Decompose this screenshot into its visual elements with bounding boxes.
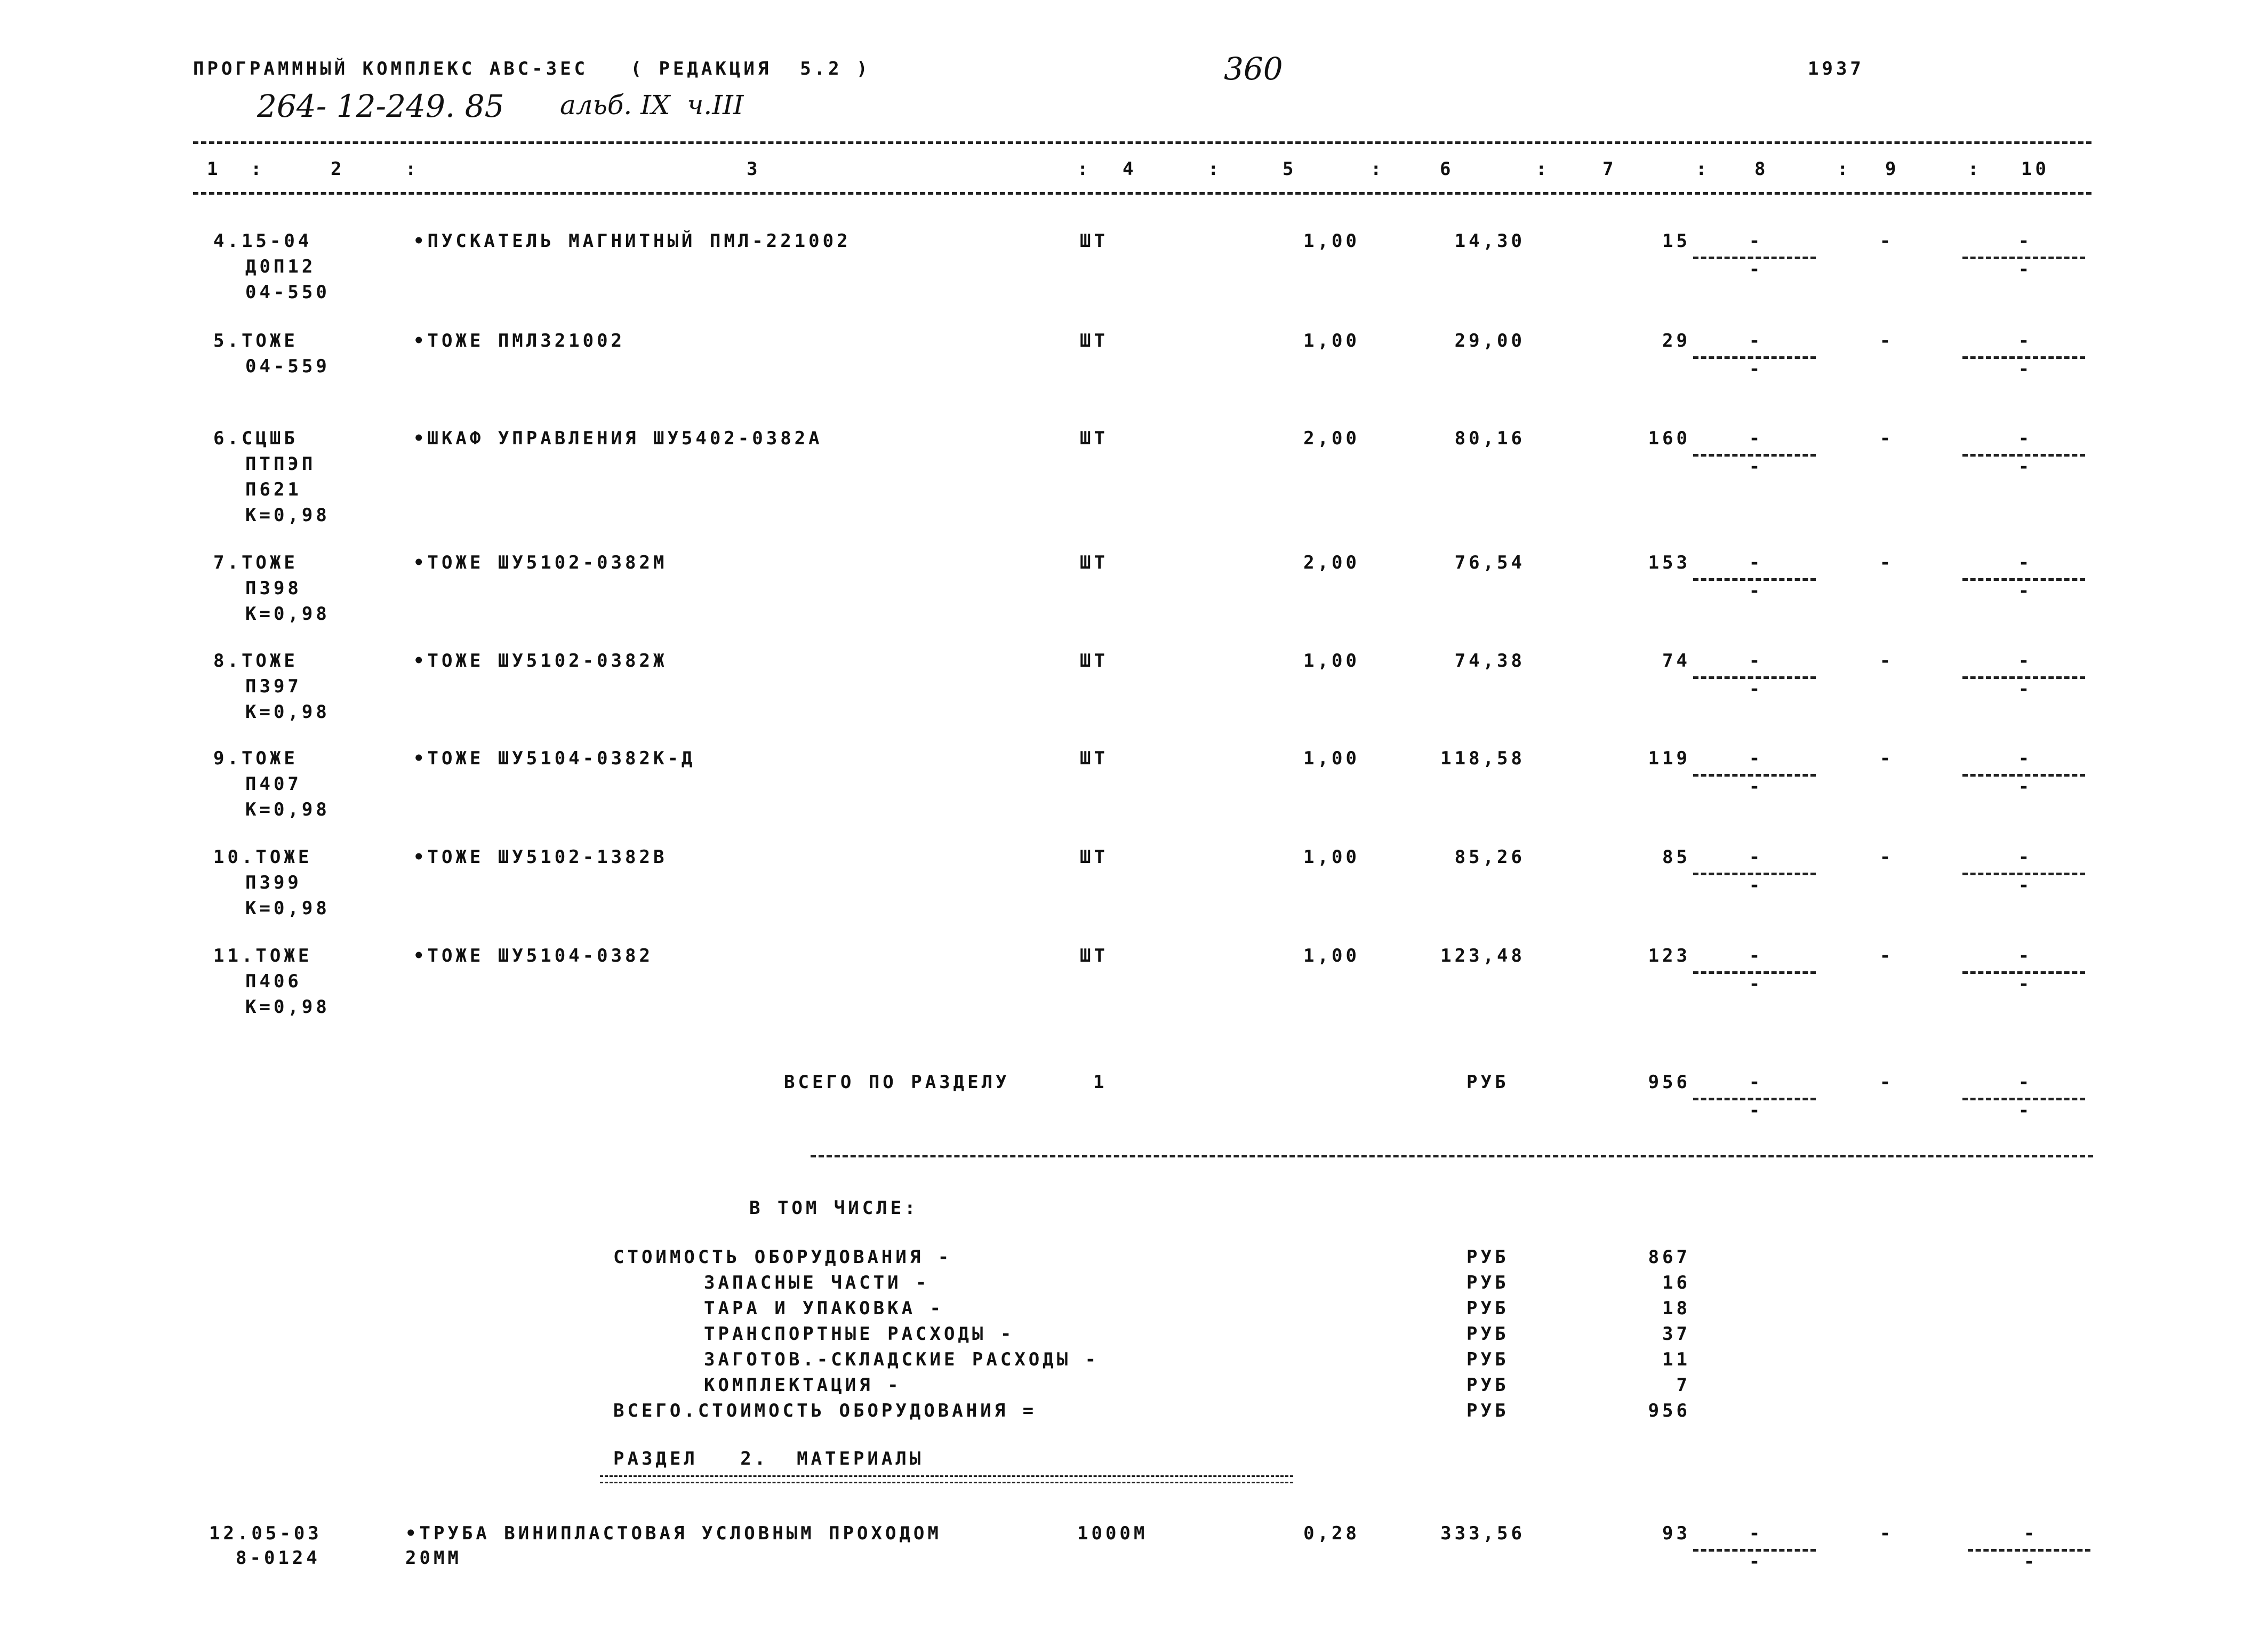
breakdown-value: 11 [1662, 1349, 1690, 1370]
breakdown-label: КОМПЛЕКТАЦИЯ - [704, 1375, 902, 1396]
column-number: 9 [1885, 158, 1900, 180]
row-price: 80,16 [1454, 428, 1525, 449]
fraction-bottom: - [1749, 456, 1760, 477]
section-total-unit: РУБ [1466, 1072, 1509, 1093]
row-price: 76,54 [1454, 552, 1525, 573]
breakdown-unit: РУБ [1466, 1298, 1509, 1319]
fraction-cell [1962, 848, 2085, 900]
fraction-top: - [1749, 945, 1760, 966]
fraction-top: - [2018, 748, 2030, 769]
program-header: ПРОГРАММНЫЙ КОМПЛЕКС АВС-3ЕС ( РЕДАКЦИЯ 5.2 ) [193, 58, 871, 79]
row-col9-dash: - [1879, 428, 1891, 449]
row-total: 119 [1648, 748, 1690, 769]
fraction-top: - [2018, 428, 2030, 449]
breakdown-value: 37 [1662, 1323, 1690, 1345]
row-quantity: 1,00 [1303, 230, 1360, 252]
fraction-bottom: - [1749, 776, 1760, 797]
row-price: 123,48 [1440, 945, 1525, 966]
row-price: 85,26 [1454, 846, 1525, 868]
fraction-cell [1693, 332, 1816, 383]
row-code-line: П397 [245, 676, 302, 697]
row-col9-dash: - [1879, 552, 1891, 573]
row-description: •ТОЖЕ ШУ5104-0382 [413, 945, 653, 966]
row-code-line: К=0,98 [245, 505, 330, 526]
fraction-bottom: - [1749, 580, 1760, 602]
fraction-bottom: - [2023, 1551, 2035, 1572]
row-col9-dash: - [1879, 230, 1891, 252]
fraction-cell [1962, 652, 2085, 704]
row-code-line: 9.ТОЖЕ [213, 748, 298, 769]
fraction-cell [1693, 848, 1816, 900]
row-description: •ПУСКАТЕЛЬ МАГНИТНЫЙ ПМЛ-221002 [413, 230, 851, 252]
row-total: 153 [1648, 552, 1690, 573]
column-number: 1 [207, 158, 221, 180]
row-code-line: 8.ТОЖЕ [213, 650, 298, 672]
column-number: 4 [1123, 158, 1137, 180]
row-code-line: П399 [245, 872, 302, 893]
row-code-line: Д0П12 [245, 256, 316, 277]
fraction-cell [1693, 1073, 1816, 1125]
row-code-line: К=0,98 [245, 603, 330, 625]
fraction-cell [1693, 1524, 1816, 1576]
column-separator: : [1208, 158, 1222, 180]
row-description: •ТОЖЕ ШУ5102-1382В [413, 846, 668, 868]
row-total: 160 [1648, 428, 1690, 449]
fraction-top: - [2018, 1072, 2030, 1093]
fraction-cell [1693, 947, 1816, 998]
row-quantity: 1,00 [1303, 650, 1360, 672]
row-description: •ТОЖЕ ШУ5104-0382К-Д [413, 748, 696, 769]
breakdown-value: 956 [1648, 1400, 1690, 1421]
column-separator: : [1696, 158, 1710, 180]
section-total-value: 956 [1648, 1072, 1690, 1093]
fraction-bottom: - [1749, 678, 1760, 700]
column-separator: : [1371, 158, 1385, 180]
row-total: 123 [1648, 945, 1690, 966]
row-col9-dash: - [1879, 945, 1891, 966]
row-unit: 1000М [1077, 1523, 1148, 1544]
row-code-line: 10.ТОЖЕ [213, 846, 312, 868]
row-unit: ШТ [1080, 428, 1108, 449]
breakdown-value: 867 [1648, 1247, 1690, 1268]
breakdown-label: ТАРА И УПАКОВКА - [704, 1298, 944, 1319]
row-unit: ШТ [1080, 945, 1108, 966]
breakdown-value: 18 [1662, 1298, 1690, 1319]
row-description: •ШКАФ УПРАВЛЕНИЯ ШУ5402-0382А [413, 428, 823, 449]
total-col9-dash: - [1879, 1072, 1891, 1093]
fraction-top: - [1749, 1072, 1760, 1093]
section2-double-rule [600, 1475, 1293, 1483]
row-code-line: 12.05-03 [209, 1523, 322, 1544]
header-rule-bottom [193, 192, 2091, 195]
breakdown-label: ЗАПАСНЫЕ ЧАСТИ - [704, 1272, 930, 1293]
row-price: 333,56 [1440, 1523, 1525, 1544]
fraction-top: - [1749, 428, 1760, 449]
breakdown-label: ТРАНСПОРТНЫЕ РАСХОДЫ - [704, 1323, 1015, 1345]
fraction-bottom: - [2018, 456, 2030, 477]
column-separator: : [1968, 158, 1982, 180]
row-col9-dash: - [1879, 748, 1891, 769]
column-separator: : [1536, 158, 1550, 180]
fraction-cell [1962, 947, 2085, 998]
document-code: 1937 [1808, 58, 1864, 79]
document-number-handwritten: 264- 12-249. 85 [257, 88, 504, 124]
column-number: 2 [331, 158, 345, 180]
column-separator: : [1837, 158, 1852, 180]
row-unit: ШТ [1080, 552, 1108, 573]
row-code-line: П406 [245, 971, 302, 992]
fraction-top: - [2018, 330, 2030, 351]
column-number: 6 [1440, 158, 1454, 180]
fraction-top: - [1749, 552, 1760, 573]
fraction-bottom: - [2018, 1100, 2030, 1121]
row-code-line: 8-0124 [236, 1547, 320, 1569]
row-price: 74,38 [1454, 650, 1525, 672]
row-quantity: 1,00 [1303, 330, 1360, 351]
section2-title: РАЗДЕЛ 2. МАТЕРИАЛЫ [613, 1448, 924, 1469]
row-col9-dash: - [1879, 1523, 1891, 1544]
section-total-number: 1 [1093, 1072, 1108, 1093]
fraction-bottom: - [1749, 1100, 1760, 1121]
fraction-cell [1693, 232, 1816, 284]
breakdown-label: ВСЕГО.СТОИМОСТЬ ОБОРУДОВАНИЯ = [613, 1400, 1037, 1421]
fraction-bottom: - [2018, 973, 2030, 995]
row-total: 93 [1662, 1523, 1690, 1544]
fraction-cell [1962, 429, 2085, 481]
row-price: 14,30 [1454, 230, 1525, 252]
row-code-line: К=0,98 [245, 799, 330, 820]
album-handwritten: альб. IX ч.III [560, 90, 744, 121]
column-number: 3 [747, 158, 761, 180]
fraction-cell [1962, 232, 2085, 284]
breakdown-unit: РУБ [1466, 1349, 1509, 1370]
page-number-handwritten: 360 [1224, 51, 1283, 87]
fraction-bottom: - [2018, 580, 2030, 602]
row-description: •ТОЖЕ ШУ5102-0382Ж [413, 650, 668, 672]
row-col9-dash: - [1879, 650, 1891, 672]
row-code-line: 5.ТОЖЕ [213, 330, 298, 351]
fraction-top: - [1749, 1523, 1760, 1544]
header-rule-top [193, 141, 2091, 144]
row-unit: ШТ [1080, 650, 1108, 672]
fraction-bottom: - [1749, 1551, 1760, 1572]
fraction-top: - [1749, 748, 1760, 769]
row-price: 29,00 [1454, 330, 1525, 351]
fraction-cell [1693, 554, 1816, 605]
column-separator: : [405, 158, 420, 180]
fraction-cell [1693, 652, 1816, 704]
breakdown-unit: РУБ [1466, 1375, 1509, 1396]
row-col9-dash: - [1879, 846, 1891, 868]
column-number: 5 [1283, 158, 1297, 180]
breakdown-unit: РУБ [1466, 1247, 1509, 1268]
breakdown-value: 16 [1662, 1272, 1690, 1293]
row-quantity: 1,00 [1303, 748, 1360, 769]
row-code-line: 4.15-04 [213, 230, 312, 252]
row-code-line: 7.ТОЖЕ [213, 552, 298, 573]
fraction-cell [1693, 749, 1816, 801]
fraction-top: - [2018, 552, 2030, 573]
fraction-cell [1693, 429, 1816, 481]
fraction-top: - [2018, 650, 2030, 672]
row-total: 15 [1662, 230, 1690, 252]
row-total: 85 [1662, 846, 1690, 868]
row-code-line: П621 [245, 479, 302, 500]
row-description: •ТОЖЕ ШУ5102-0382М [413, 552, 668, 573]
row-quantity: 2,00 [1303, 428, 1360, 449]
row-code-line: К=0,98 [245, 898, 330, 919]
column-number: 8 [1754, 158, 1769, 180]
row-unit: ШТ [1080, 330, 1108, 351]
row-code-line: 6.СЦШБ [213, 428, 298, 449]
fraction-bottom: - [1749, 358, 1760, 380]
breakdown-value: 7 [1676, 1375, 1690, 1396]
fraction-top: - [1749, 330, 1760, 351]
breakdown-unit: РУБ [1466, 1400, 1509, 1421]
row-code-line: П407 [245, 773, 302, 795]
fraction-bottom: - [2018, 358, 2030, 380]
column-separator: : [1077, 158, 1092, 180]
fraction-bottom: - [2018, 776, 2030, 797]
row-description: •ТОЖЕ ПМЛ321002 [413, 330, 626, 351]
fraction-cell [1968, 1524, 2090, 1576]
column-number: 7 [1602, 158, 1617, 180]
fraction-bottom: - [1749, 875, 1760, 896]
breakdown-unit: РУБ [1466, 1272, 1509, 1293]
fraction-top: - [2018, 230, 2030, 252]
fraction-cell [1962, 1073, 2085, 1125]
row-unit: ШТ [1080, 846, 1108, 868]
row-description: •ТРУБА ВИНИПЛАСТОВАЯ УСЛОВНЫМ ПРОХОДОМ [405, 1523, 942, 1544]
breakdown-title: В ТОМ ЧИСЛЕ: [749, 1197, 919, 1219]
section-total-rule [811, 1155, 2093, 1157]
fraction-top: - [1749, 230, 1760, 252]
fraction-bottom: - [1749, 973, 1760, 995]
fraction-top: - [1749, 650, 1760, 672]
fraction-top: - [2018, 846, 2030, 868]
fraction-top: - [2018, 945, 2030, 966]
row-code-line: 04-559 [245, 356, 330, 377]
row-quantity: 2,00 [1303, 552, 1360, 573]
fraction-cell [1962, 554, 2085, 605]
row-code-line: П398 [245, 578, 302, 599]
section-total-label: ВСЕГО ПО РАЗДЕЛУ [784, 1072, 1010, 1093]
column-number: 10 [2021, 158, 2049, 180]
row-quantity: 1,00 [1303, 945, 1360, 966]
fraction-bottom: - [2018, 259, 2030, 280]
row-total: 29 [1662, 330, 1690, 351]
row-description: 20ММ [405, 1547, 462, 1569]
fraction-cell [1962, 332, 2085, 383]
row-code-line: ПТПЭП [245, 453, 316, 475]
fraction-bottom: - [1749, 259, 1760, 280]
fraction-top: - [2023, 1523, 2035, 1544]
breakdown-label: ЗАГОТОВ.-СКЛАДСКИЕ РАСХОДЫ - [704, 1349, 1100, 1370]
row-price: 118,58 [1440, 748, 1525, 769]
column-separator: : [251, 158, 265, 180]
row-code-line: 11.ТОЖЕ [213, 945, 312, 966]
row-code-line: К=0,98 [245, 996, 330, 1018]
row-unit: ШТ [1080, 748, 1108, 769]
row-code-line: К=0,98 [245, 701, 330, 723]
fraction-bottom: - [2018, 875, 2030, 896]
row-quantity: 0,28 [1303, 1523, 1360, 1544]
row-unit: ШТ [1080, 230, 1108, 252]
row-col9-dash: - [1879, 330, 1891, 351]
row-quantity: 1,00 [1303, 846, 1360, 868]
fraction-bottom: - [2018, 678, 2030, 700]
breakdown-unit: РУБ [1466, 1323, 1509, 1345]
row-code-line: 04-550 [245, 282, 330, 303]
row-total: 74 [1662, 650, 1690, 672]
fraction-cell [1962, 749, 2085, 801]
fraction-top: - [1749, 846, 1760, 868]
breakdown-label: СТОИМОСТЬ ОБОРУДОВАНИЯ - [613, 1247, 952, 1268]
